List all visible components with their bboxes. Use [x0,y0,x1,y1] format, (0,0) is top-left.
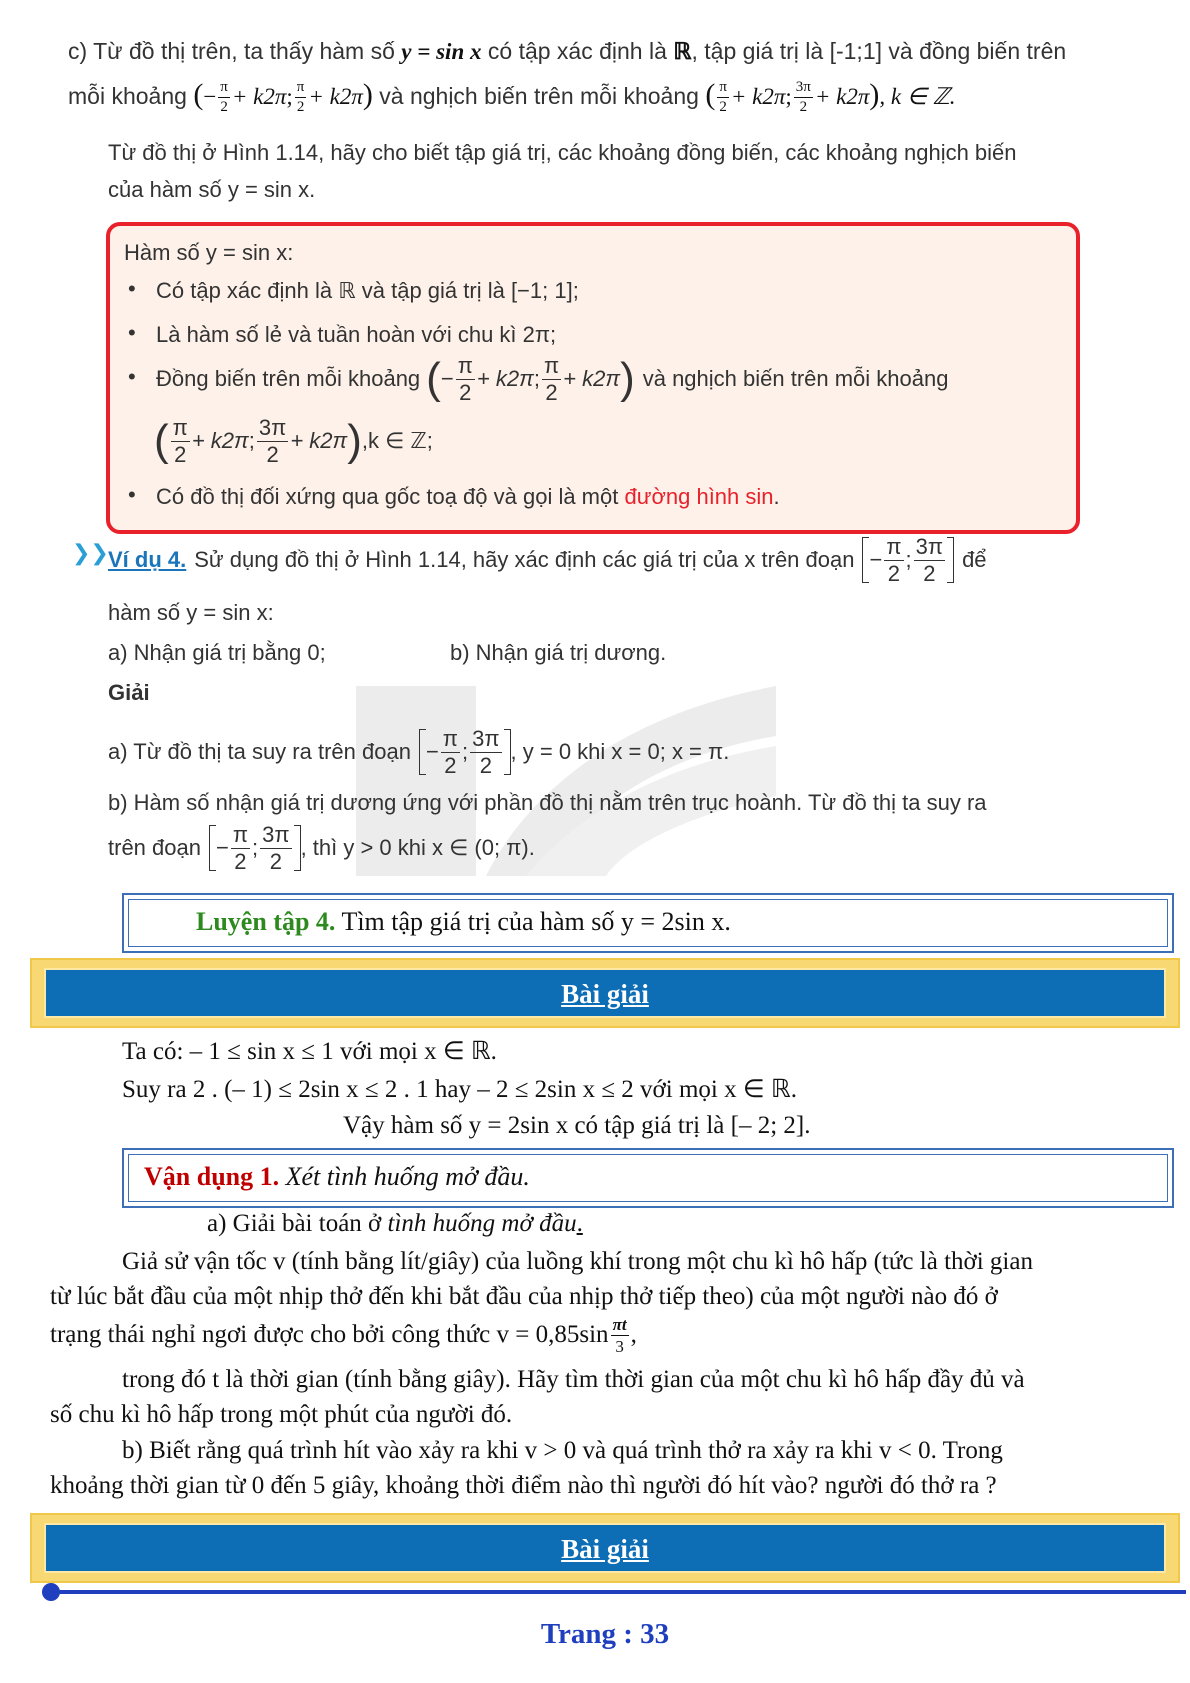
theorem-item-2: Là hàm số lẻ và tuần hoàn với chu kì 2π; [156,322,557,347]
theorem-box [106,222,1080,534]
solution-a: a) Từ đồ thị ta suy ra trên đoạn − $\frac{\pi}{2}$ ; $\frac{3\pi}{2}$ , y = 0 khi x = 0; x = π. [108,725,730,778]
solve-heading: Giải [108,680,150,705]
application-text: Vận dụng 1. Xét tình huống mở đầu. [144,1162,530,1191]
bullet-icon: • [128,364,136,389]
application-box [122,1148,1174,1208]
solution-banner-title: Bài giải [561,979,649,1009]
example-part-b: b) Nhận giá trị dương. [450,640,667,665]
vd-paragraph-5: số chu kì hô hấp trong một phút của người đó. [50,1401,513,1428]
vd-paragraph-7: khoảng thời gian từ 0 đến 5 giây, khoảng thời điểm nào thì người đó hít vào? người đó thở ra ? [50,1472,997,1499]
practice-box [122,893,1174,953]
theorem-title: Hàm số y = sin x: [124,240,294,265]
vd-paragraph-2: từ lúc bắt đầu của một nhịp thở đến khi bắt đầu của nhịp thở tiếp theo) của một người nào đó ở [50,1283,998,1310]
solution-line-1: Ta có: – 1 ≤ sin x ≤ 1 với mọi x ∈ ℝ. [122,1038,497,1065]
vd-paragraph-1: Giả sử vận tốc v (tính bằng lít/giây) của luồng khí trong một chu kì hô hấp (tức là thời gian [122,1248,1033,1275]
solution-b-line-1: b) Hàm số nhận giá trị dương ứng với phần đồ thị nằm trên trục hoành. Từ đồ thị ta suy ra [108,790,987,815]
section-c-line-2: mỗi khoảng (− $\frac{\pi}{2}$ + k2π; $\frac{\pi}{2}$ + k2π) và nghịch biến trên mỗi khoảng ( $\frac{\pi}{2}$ + k2π; $\frac{3\pi}{2}$ + k2π), k ∈ ℤ. [68,78,956,116]
example-line-2: hàm số y = sin x: [108,600,274,625]
vd-paragraph-4: trong đó t là thời gian (tính bằng giây). Hãy tìm thời gian của một chu kì hô hấp đầy đủ và [122,1366,1025,1393]
footer-rule-dot [42,1583,60,1601]
theorem-item-3: Đồng biến trên mỗi khoảng ( − $\frac{\pi}{2}$ + k2π ; $\frac{\pi}{2}$ + k2π ) và nghịch biến trên mỗi khoảng [156,352,949,405]
theorem-item-1: Có tập xác định là ℝ và tập giá trị là [−1; 1]; [156,278,579,303]
solution-b-line-2: trên đoạn − $\frac{\pi}{2}$ ; $\frac{3\pi}{2}$ , thì y > 0 khi x ∈ (0; π). [108,821,535,874]
solution-banner-2-title: Bài giải [561,1534,649,1564]
theorem-item-4: Có đồ thị đối xứng qua gốc toạ độ và gọi là một đường hình sin. [156,484,780,509]
example-arrow-icon: ❯❯ [72,541,109,566]
example-part-a: a) Nhận giá trị bằng 0; [108,640,326,665]
vd-paragraph-3: trạng thái nghỉ ngơi được cho bởi công thức v = 0,85sin $\frac{\pi t}{3}$ , [50,1314,637,1356]
section-c-line-1: c) Từ đồ thị trên, ta thấy hàm số y = sin x có tập xác định là ℝ, tập giá trị là [-1;1] và đồng biến trên [68,38,1067,64]
vd-paragraph-6: b) Biết rằng quá trình hít vào xảy ra khi v > 0 và quá trình thở ra xảy ra khi v < 0. Trong [122,1437,1003,1464]
page-number: Trang : 33 [540,1618,670,1650]
question-line-1: Từ đồ thị ở Hình 1.14, hãy cho biết tập giá trị, các khoảng đồng biến, các khoảng nghịch biến [108,140,1017,165]
question-line-2: của hàm số y = sin x. [108,177,316,202]
theorem-item-3-cont: ( $\frac{\pi}{2}$ + k2π ; $\frac{3\pi}{2}$ + k2π ) ,k ∈ ℤ; [154,414,433,467]
bullet-icon: • [128,482,136,507]
vd-part-a: a) Giải bài toán ở tình huống mở đầu. [207,1210,583,1237]
bullet-icon: • [128,276,136,301]
example-line-1: Ví dụ 4. Sử dụng đồ thị ở Hình 1.14, hãy xác định các giá trị của x trên đoạn − $\frac{\pi}{2}$ ; $\frac{3\pi}{2}$ để [108,533,987,586]
solution-banner-2 [30,1513,1180,1583]
practice-text: Luyện tập 4. Tìm tập giá trị của hàm số y = 2sin x. [196,907,731,936]
solution-banner [30,958,1180,1028]
solution-line-3: Vậy hàm số y = 2sin x có tập giá trị là [– 2; 2]. [343,1112,811,1139]
bullet-icon: • [128,320,136,345]
footer-rule [50,1590,1186,1594]
solution-line-2: Suy ra 2 . (– 1) ≤ 2sin x ≤ 2 . 1 hay – 2 ≤ 2sin x ≤ 2 với mọi x ∈ ℝ. [122,1076,797,1103]
